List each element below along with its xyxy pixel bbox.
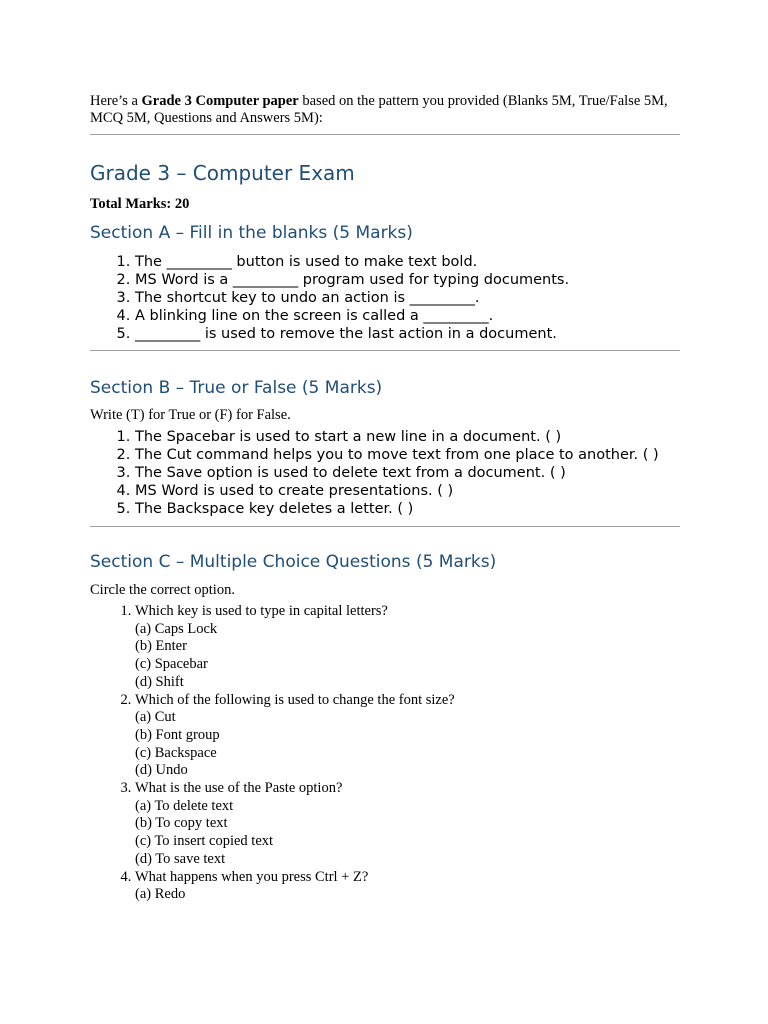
section-c-instruction: Circle the correct option. <box>90 582 235 598</box>
section-c-heading: Section C – Multiple Choice Questions (5 Marks) <box>90 552 497 572</box>
option: (c) To insert copied text <box>135 833 274 850</box>
option: (d) Undo <box>135 762 188 779</box>
section-a-list <box>90 253 680 343</box>
question-text: 1. Which key is used to type in capital letters? <box>135 603 388 619</box>
list-item: 1. The _________ button is used to make text bold. <box>135 253 680 271</box>
option: (d) To save text <box>135 850 226 867</box>
intro-suffix: based on the pattern you provided (Blanks 5M, True/False 5M, MCQ 5M, Questions and Answers 5M): <box>90 93 668 126</box>
section-b-heading: Section B – True or False (5 Marks) <box>90 378 383 398</box>
list-item: 4. A blinking line on the screen is called a _________. <box>135 307 680 325</box>
section-a-heading: Section A – Fill in the blanks (5 Marks) <box>90 223 413 243</box>
option: (b) Enter <box>135 638 187 655</box>
list-item: 5. _________ is used to remove the last action in a document. <box>135 325 680 343</box>
option: (a) To delete text <box>135 797 234 814</box>
list-item: 1. The Spacebar is used to start a new line in a document. ( ) <box>135 428 680 446</box>
divider <box>90 526 680 527</box>
divider <box>90 134 680 135</box>
option: (a) Cut <box>135 709 176 726</box>
mcq-question <box>135 692 680 781</box>
list-item: 2. The Cut command helps you to move text from one place to another. ( ) <box>135 446 680 464</box>
list-item: 3. The Save option is used to delete text from a document. ( ) <box>135 464 680 482</box>
mcq-question <box>135 603 680 692</box>
option: (d) Shift <box>135 673 184 690</box>
list-item: 3. The shortcut key to undo an action is _________. <box>135 289 680 307</box>
intro-prefix: Here’s a <box>90 93 142 109</box>
list-item: 2. MS Word is a _________ program used for typing documents. <box>135 271 680 289</box>
list-item: 4. MS Word is used to create presentations. ( ) <box>135 482 680 500</box>
total-marks: Total Marks: 20 <box>90 196 190 212</box>
list-item: 5. The Backspace key deletes a letter. ( ) <box>135 500 680 518</box>
page-title: Grade 3 – Computer Exam <box>90 161 355 185</box>
question-text: 3. What is the use of the Paste option? <box>135 780 343 797</box>
option: (b) To copy text <box>135 815 228 832</box>
section-b-list <box>90 428 680 518</box>
option: (c) Spacebar <box>135 656 208 673</box>
intro-paragraph <box>90 93 680 127</box>
section-b-instruction: Write (T) for True or (F) for False. <box>90 407 291 423</box>
option: (c) Backspace <box>135 744 217 761</box>
divider <box>90 350 680 351</box>
question-text: 4. What happens when you press Ctrl + Z? <box>135 868 369 885</box>
option: (a) Redo <box>135 886 186 903</box>
document-content <box>90 93 680 904</box>
mcq-question <box>135 869 680 904</box>
option: (a) Caps Lock <box>135 620 218 637</box>
mcq-question <box>135 780 680 869</box>
question-text: 2. Which of the following is used to change the font size? <box>135 691 455 708</box>
section-c-list <box>90 603 680 904</box>
intro-bold: Grade 3 Computer paper <box>141 93 299 109</box>
option: (b) Font group <box>135 726 220 743</box>
